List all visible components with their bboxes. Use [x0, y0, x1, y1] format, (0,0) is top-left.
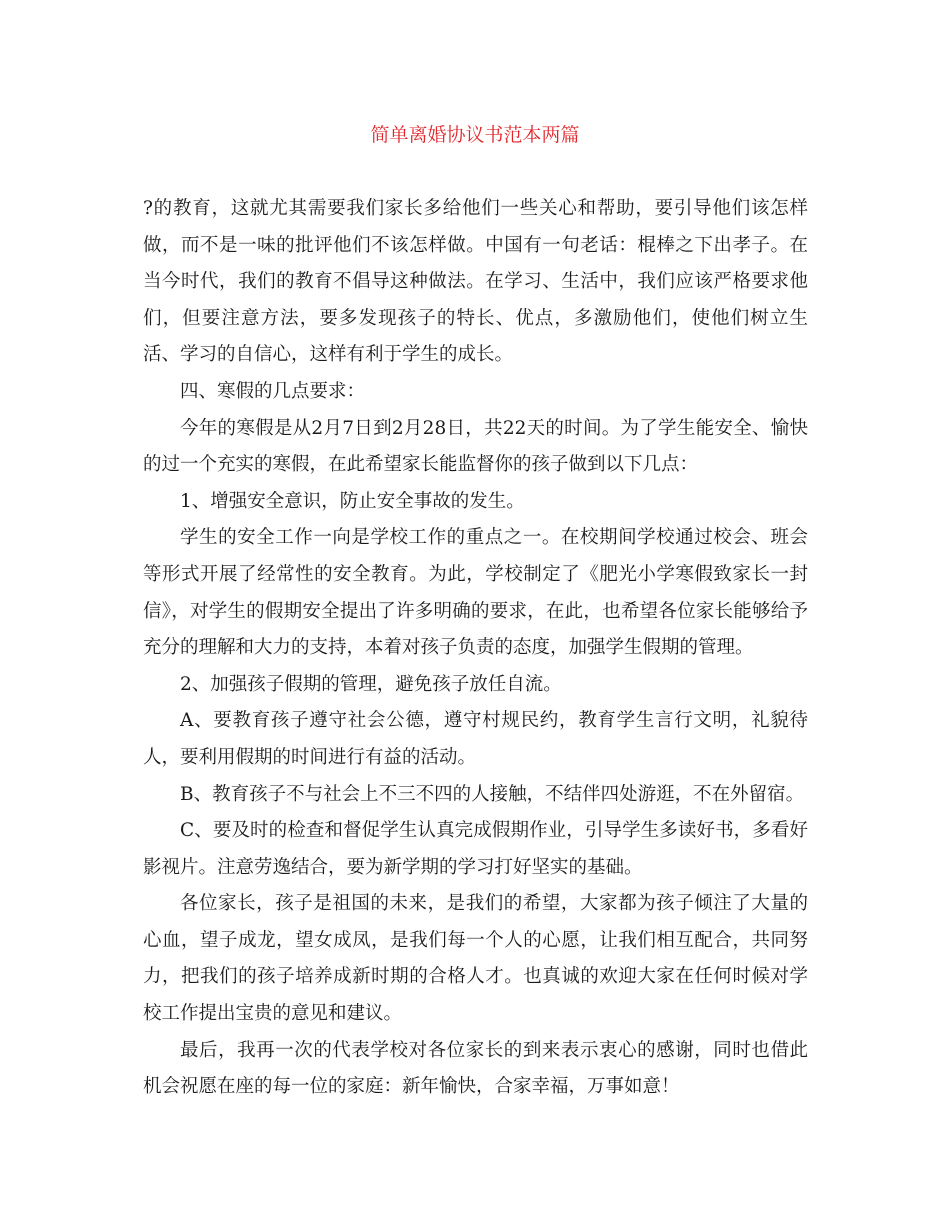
list-item: C、要及时的检查和督促学生认真完成假期作业，引导学生多读好书，多看好影视片。注意劳逸结合，要为新学期的学习打好坚实的基础。 [143, 820, 808, 878]
list-item: A、要教育孩子遵守社会公德，遵守村规民约，教育学生言行文明，礼貌待人，要利用假期的时间进行有益的活动。 [143, 710, 808, 768]
body-paragraph: 今年的寒假是从2月7日到2月28日，共22天的时间。为了学生能安全、愉快的过一个充实的寒假，在此希望家长能监督你的孩子做到以下几点： [143, 417, 808, 476]
closing-paragraph: 最后，我再一次的代表学校对各位家长的到来表示衷心的感谢，同时也借此机会祝愿在座的每一位的家庭：新年愉快，合家幸福，万事如意！ [143, 1039, 808, 1098]
body-paragraph: 学生的安全工作一向是学校工作的重点之一。在校期间学校通过校会、班会等形式开展了经常性的安全教育。为此，学校制定了《肥光小学寒假致家长一封信》，对学生的假期安全提出了许多明确的要求，在此，也希望各位家长能够给予充分的理解和大力的支持，本着对孩子负责的态度，加强学生假期的管理。 [143, 527, 808, 659]
list-item-heading: 2、加强孩子假期的管理，避免孩子放任自流。 [180, 673, 562, 695]
document-body [143, 191, 808, 1106]
body-paragraph: 各位家长，孩子是祖国的未来，是我们的希望，大家都为孩子倾注了大量的心血，望子成龙，望女成凤，是我们每一个人的心愿，让我们相互配合，共同努力，把我们的孩子培养成新时期的合格人才。也真诚的欢迎大家在任何时候对学校工作提出宝贵的意见和建议。 [143, 893, 808, 1025]
document-title: 简单离婚协议书范本两篇 [370, 124, 580, 146]
list-item: B、教育孩子不与社会上不三不四的人接触，不结伴四处游逛，不在外留宿。 [180, 783, 805, 805]
list-item-heading: 1、增强安全意识，防止安全事故的发生。 [180, 490, 525, 512]
body-paragraph: ?的教育，这就尤其需要我们家长多给他们一些关心和帮助，要引导他们该怎样做，而不是一味的批评他们不该怎样做。中国有一句老话：棍棒之下出孝子。在当今时代，我们的教育不倡导这种做法。在学习、生活中，我们应该严格要求他们，但要注意方法，要多发现孩子的特长、优点，多激励他们，使他们树立生活、学习的自信心，这样有利于学生的成长。 [143, 198, 808, 366]
section-heading: 四、寒假的几点要求： [180, 380, 366, 402]
